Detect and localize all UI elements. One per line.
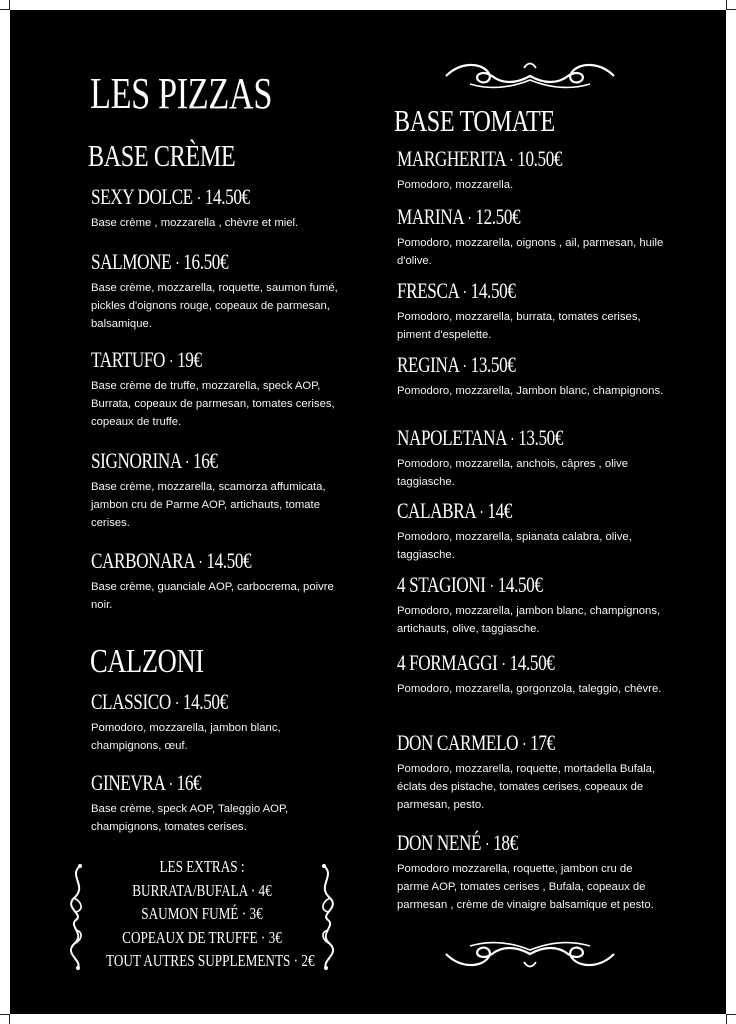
menu-board [10,10,726,1014]
menu-item [397,202,667,270]
item-name: CARBONARA [91,548,195,573]
section-title-base-tomate: BASE TOMATE [394,103,555,138]
item-description: Pomodoro, mozzarella, burrata, tomates cerises, piment d'espelette. [397,311,641,341]
menu-item-header: REGINA · 13.50€ [397,352,516,377]
extras-line: BURRATA/BUFALA · 4€ [132,880,272,900]
item-price: 14€ [487,498,512,523]
item-description: Pomodoro, mozzarella, jambon blanc, champignons, œuf. [91,722,281,752]
section-title-base-creme: BASE CRÈME [88,138,236,173]
menu-item [397,570,667,638]
menu-item-header: MARINA · 12.50€ [397,204,521,229]
item-description: Base crème , mozzarella , chèvre et miel. [91,217,299,229]
item-description: Pomodoro, mozzarella, spianata calabra, olive, taggiasche. [397,531,632,561]
item-name: 4 STAGIONI [397,572,486,597]
item-description: Pomodoro, mozzarella, anchois, câpres , olive taggiasche. [397,458,629,488]
item-name: SEXY DOLCE [91,184,193,209]
menu-item [91,768,351,836]
menu-item [397,496,667,564]
crop-mark [726,1014,727,1024]
menu-item-header: TARTUFO · 19€ [91,347,202,372]
item-price: 12.50€ [475,204,521,229]
crop-mark [726,1014,736,1015]
item-price: 14.50€ [509,650,555,675]
menu-item-header: SEXY DOLCE · 14.50€ [91,184,250,209]
menu-item-header: DON NENÉ · 18€ [397,830,518,855]
item-name: CLASSICO [91,689,171,714]
menu-item-header: NAPOLETANA · 13.50€ [397,425,564,450]
item-price: 16€ [176,770,202,795]
menu-item-header: 4 FORMAGGI · 14.50€ [397,650,555,675]
menu-item [91,247,351,333]
item-description: Pomodoro, mozzarella, gorgonzola, taleggio, chèvre. [397,683,662,695]
extras-block [82,855,322,973]
item-description: Pomodoro, mozzarella, roquette, mortadella Bufala, éclats des pistache, tomates cerises, copeaux de parmesan, pesto. [397,763,656,811]
item-price: 16€ [193,448,218,473]
item-description: Pomodoro mozzarella, roquette, jambon cru de parme AOP, tomates cerises , Bufala, copeaux de parmesan , crème de vinaigre balsamique et pesto. [397,863,654,911]
item-description: Base crème, guanciale AOP, carbocrema, poivre noir. [91,581,334,611]
menu-item [91,182,351,232]
item-name: SALMONE [91,249,172,274]
item-price: 13.50€ [518,425,564,450]
item-name: MARGHERITA [397,146,506,171]
crop-mark [9,1014,10,1024]
item-description: Pomodoro, mozzarella, oignons , ail, parmesan, huile d'olive. [397,237,664,267]
menu-item [397,728,667,814]
item-description: Base crème, mozzarella, scamorza affumicata, jambon cru de Parme AOP, artichauts, tomate cerises. [91,481,326,529]
extras-line: SAUMON FUMÉ · 3€ [141,904,263,923]
menu-item [397,350,667,400]
item-name: SIGNORINA [91,448,181,473]
item-name: DON CARMELO [397,730,519,755]
item-name: CALABRA [397,498,476,523]
item-price: 13.50€ [470,352,516,377]
item-price: 19€ [177,347,202,372]
item-description: Pomodoro, mozzarella, Jambon blanc, champignons. [397,385,664,397]
crop-mark [9,0,10,10]
menu-item-header: SALMONE · 16.50€ [91,249,229,274]
item-description: Base crème de truffe, mozzarella, speck AOP, Burrata, copeaux de parmesan, tomates cerises, copeaux de truffe. [91,380,335,428]
item-price: 10.50€ [517,146,563,171]
item-price: 16.50€ [183,249,229,274]
menu-item [397,276,667,344]
menu-item-header: MARGHERITA · 10.50€ [397,146,563,171]
extras-line: TOUT AUTRES SUPPLEMENTS · 2€ [106,951,315,970]
item-name: DON NENÉ [397,830,482,855]
top-flourish-ornament-icon [440,58,620,94]
extras-line: COPEAUX DE TRUFFE · 3€ [122,927,282,947]
item-description: Base crème, mozzarella, roquette, saumon fumé, pickles d'oignons rouge, copeaux de parmesan, balsamique. [91,282,338,330]
item-price: 14.50€ [470,278,516,303]
item-name: NAPOLETANA [397,425,507,450]
item-name: MARINA [397,204,464,229]
item-price: 14.50€ [182,689,228,714]
menu-item [91,687,351,755]
item-price: 18€ [493,830,518,855]
item-price: 17€ [530,730,555,755]
menu-item-header: 4 STAGIONI · 14.50€ [397,572,543,597]
menu-item-header: FRESCA · 14.50€ [397,278,516,303]
crop-mark [726,0,727,10]
menu-item [397,828,667,914]
menu-item [397,423,667,491]
menu-item-header: CARBONARA · 14.50€ [91,548,252,573]
item-name: GINEVRA [91,770,165,795]
item-name: 4 FORMAGGI [397,650,498,675]
item-name: REGINA [397,352,459,377]
menu-item-header: SIGNORINA · 16€ [91,448,218,473]
page-title: LES PIZZAS [90,69,273,118]
item-description: Pomodoro, mozzarella. [397,179,514,191]
item-name: TARTUFO [91,347,166,372]
bottom-flourish-ornament-icon [440,936,620,972]
menu-item [91,546,351,614]
extras-title: LES EXTRAS : [159,857,245,876]
crop-mark [726,9,736,10]
item-price: 14.50€ [497,572,543,597]
menu-item-header: CALABRA · 14€ [397,498,512,523]
menu-item-header: CLASSICO · 14.50€ [91,689,228,714]
item-price: 14.50€ [204,184,250,209]
menu-item [91,446,351,532]
menu-item-header: DON CARMELO · 17€ [397,730,555,755]
menu-item [91,345,351,431]
item-name: FRESCA [397,278,459,303]
menu-item-header: GINEVRA · 16€ [91,770,202,795]
menu-item [397,144,667,194]
menu-item [397,648,667,698]
item-description: Base crème, speck AOP, Taleggio AOP, champignons, tomates cerises. [91,803,289,833]
section-title-calzoni: CALZONI [90,643,204,680]
item-price: 14.50€ [206,548,252,573]
item-description: Pomodoro, mozzarella, jambon blanc, champignons, artichauts, olive, taggiasche. [397,605,661,635]
